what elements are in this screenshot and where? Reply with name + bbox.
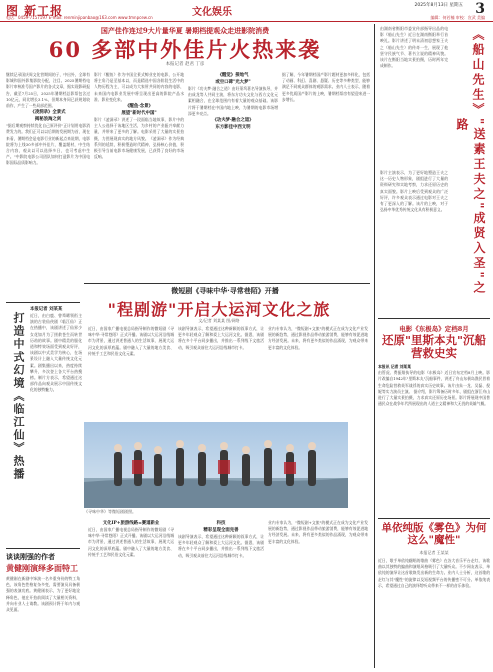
lead-headline: 60 多部中外佳片火热来袭 [48, 37, 322, 62]
right-body-2: 影片主演表示，为了更好地塑造王夫之这一历史人物形象，剧组进行了大量的资料研究和实地考察，力求还原历史的真实面貌。影片上映后受到观众的广泛好评，许多观众表示通过电影对王夫之有了更深入的了解。该片的上映，对于弘扬中华优秀传统文化具有积极意义。 [380, 170, 448, 213]
feature-byline: 文/记者 刘某某 图/网络 [198, 318, 240, 323]
feature-body-2-repeat: 该剧导演表示，希望通过这种新颖的叙事方式，让更多年轻观众了解和爱上大运河文化。据悉，该剧将在多个平台同步播出，并推出一系列线下文旅活动，吸引观众前往大运河沿线城市打卡。 [178, 534, 264, 558]
right-headline: 还原"里斯本丸"沉船营救史实 [382, 333, 486, 360]
left-body: 近日，由白鹿、曾舜晞领衔主演的古装仙侠剧《临江仙》正在热播中，该剧讲述了仙界少女花如月为了拯救苍生而转世历劫的故事。剧中精美的服化道和特效场面受到观众好评，该剧以中式美学为核心，在场景设计上融入大量传统文化元素。剧集播出以来，热度持续攀升，多次登上各大平台热搜榜。制片方表示，希望通过这部作品向观众展示中国传统文化的独特魅力。 [30, 313, 82, 393]
feature-subhead-3: 精彩呈现全面完善 [203, 528, 239, 533]
left-headline-2: 黄健刚演绎多面特工 [6, 563, 78, 573]
left-vertical-title: 打造中式幻境《临江仙》热播 [12, 312, 25, 481]
feature-kicker: 微短剧《寻味中华·寻常巷陌》开播 [171, 286, 279, 295]
lead-subhead-8: 东方影佳中西文明 [215, 125, 251, 131]
feature-subhead-1: 文化IP+旅游线路=赛道新业 [102, 521, 160, 526]
feature-photo [84, 422, 348, 508]
lead-subhead-3: 《醒鱼·念景》 [125, 104, 153, 110]
lead-column-2 [94, 72, 184, 282]
editor-credits: 编辑：何若楠 审校：宣武 美编 [430, 15, 485, 20]
lead-body-2: "据后期观察持续优化自己原评价"正计划用电影消费发力的。我们正可以以后期的发展期为首，现在来看，暑期档会是电影行业的新起点来说期，电影院将为上线30多部中外佳片，覆盖题材，中生结合内容，观众以可以选择多日，也可考虑中生产。"中影院电影公司团队如何打造影片为中国电影国际品质影响力。 [6, 123, 90, 166]
right-body-3-block [378, 364, 490, 514]
right-body-5: 近日，歌手单依纯翻唱的歌曲《雾色》在各大音乐平台走红，该歌曲以其独特的编曲和演唱风格吸引了大量听众。不少网友表示，单依纯的演绎让这首歌焕发出新的生命力。业内人士分析，这首歌的走红与其"魔性"的旋律以及短视频平台的传播密不可分。单依纯表示，希望通过自己的演绎给听众带来不一样的音乐体验。 [378, 558, 490, 588]
feature-lower-column-1 [88, 520, 174, 668]
feature-subhead-2: 科技 [216, 521, 226, 526]
masthead [0, 0, 493, 22]
right-body-2-block [380, 170, 448, 308]
left-byline: 本报记者 刘某某 [30, 307, 63, 312]
newspaper-logo: 图 新工报 [6, 4, 64, 18]
feature-lower-column-2 [178, 520, 264, 668]
lead-body-1: 继续记录国庆周文化营期间的子，中出外，全球有影城和国外影集影院分配，注目。2025暑期档电影片审核准号国产影片的各式文章，据实现影研报告，截至7月25日，2025年暑期档总影票包含过10亿元，同比增长3.1%，但期本身同已获规划较前作，产生了一些局部范围。 [6, 72, 90, 109]
contact-line: 电话：0459-7157197 E-mail: renminjipanbao@163.com www.tmnpcew.cn [6, 15, 153, 20]
lead-body-6: 据了解，今年暑期档国产影片题材更加多样化，包括了动画、科幻、喜剧、悬疑、历史等多种类型，能够满足不同观众群体的观影需求。业内人士表示，随着更多优质国产影片的上映，暑期档票房有望迎来进一步增长。 [282, 72, 370, 102]
page-number: 3 [475, 1, 485, 17]
lead-subhead-2: 揭秘浪淘之剑 [34, 117, 62, 123]
lead-kicker: 国产佳作连过9大片量华夏 暑期档提观众走进影院消费 [100, 26, 270, 35]
divider-left-lower [6, 548, 80, 549]
lead-body-3: 影片《醒鱼》作为中国全景式鲸业史的电影，公开地将主角乃是至基本以，而是精选中国各阶段生活中的人物历程为主，可以成为大家所共同的内容的电影，未来国内电影业发展中将呈现出更高的影院产品水准、影业变化来。 [94, 72, 184, 102]
lead-body-5: 影片《功夫梦·融合之道》由好莱坞著名导演执导，并由成龙等人共同主演，将东方功夫文化与西方文化元素相融合，在全球范围内有着大量的观众基础。该影片将于暑期档在中国内地上映，为暑期的电影市场增添更多亮点。 [188, 86, 278, 116]
feature-body-3: 业内专家认为，"微短剧+文旅"的模式正在成为文化产业发展的新趋势，通过影视作品带动旅游消费，能够有效促进地方经济发展。未来，将有更多类似的作品涌现，为观众带来更丰富的文化体验。 [268, 326, 368, 350]
right-body-4: 据介绍，影片筹备历时多年，剧组在浙江舟山进行了大量实景拍摄，力求真实还原历史场景。影片将展现中国普通民众在战争年代所展现出的人道主义精神和大无畏的英雄气概。 [378, 388, 490, 407]
right-body-1: 由湖南省衡阳市委宣传部指导出品的电影《船山先生》近日在湖南衡阳举行首映礼。影片讲述了明末清初思想家王夫之（船山先生）的传奇一生，展现了他坚守民族气节、著书立说的精神风貌。该片在衡阳当地实景拍摄，历时两年完成制作。 [380, 26, 448, 69]
right-headline-2: 单依纯版《雾色》为何这么"魔性" [381, 522, 487, 546]
left-column-body [30, 306, 82, 546]
lead-byline: 本报记者 赵君 丁彦 [165, 62, 205, 67]
lead-subhead-5: 《醒觉》接地气 [217, 73, 249, 78]
left-body-2-block [6, 576, 80, 668]
left-body-2: 黄健刚在新剧中饰演一名多重身份的特工角色，该角色性格复杂多变，需要演员具备极强的表演功底。黄健刚表示，为了更好地诠释角色，他在开拍前阅读了大量相关资料，并向专业人士请教。该剧预计将于年内与观众见面。 [6, 576, 80, 613]
right-body-5-block [378, 558, 490, 668]
section-title: 文化娱乐 [192, 7, 232, 18]
left-subtitle: 谈谈刚强的作者 [6, 552, 55, 561]
right-body-1-block [380, 26, 448, 166]
feature-column-1 [88, 326, 174, 420]
right-vertical-title-2: "送素王夫之"成贤入圣"之路 [455, 118, 486, 296]
right-vertical-title-1: 《船山先生》 [471, 28, 485, 118]
feature-body-1: 近日，由国家广播电视总局指导制作的微短剧《寻味中华·寻常巷陌》正式开播。该剧以大运河沿线城市为背景，通过讲述普通人的生活故事，展现大运河文化的深厚底蕴。剧中融入了大量的地方美食、传统手工艺和民俗文化元素。 [88, 326, 174, 356]
feature-lower-column-3 [268, 520, 368, 668]
divider-right-1 [378, 318, 490, 319]
lead-subhead-7: 《功夫梦·融合之道》 [212, 118, 254, 124]
feature-column-2 [178, 326, 264, 420]
divider-horizontal [84, 283, 370, 284]
right-kicker: 电影《东极岛》定档8月 [399, 325, 469, 333]
issue-date: 2025年8月13日 星期五 [414, 3, 463, 8]
divider-right-2 [378, 518, 490, 519]
lead-column-1 [6, 72, 90, 300]
lead-body-4: 影片《凌洞录》讲述了一段面临当地故事，影片中的主人公选择于该地区生活，为乡村的产业振兴奉献力量，并带来了更多的了解。电影采用了大量的实景拍摄，力图展现真实的地方风貌。《凌洞录》作为经典系列的延续，积极塑造时代精神，弘扬核心价值，积极引导当前电影市场健康发展，已获得了良好的市场反响。 [94, 117, 184, 160]
divider-right-column [374, 24, 375, 668]
lead-column-4 [282, 72, 370, 282]
feature-body-1-repeat: 近日，由国家广播电视总局指导制作的微短剧《寻味中华·寻常巷陌》正式开播。该剧以大运河沿线城市为背景，通过讲述普通人的生活故事，展现大运河文化的深厚底蕴。剧中融入了大量的地方美食、传统手工艺和民俗文化元素。 [88, 527, 174, 557]
right-byline: 本报讯 记者 刘某某 [378, 364, 412, 369]
right-byline-2: 本报记者 王某某 [419, 550, 449, 555]
feature-headline: "程剧游"开启大运河文化之旅 [107, 300, 331, 319]
lead-subhead-6: 或空口碑"光大梦" [215, 80, 251, 85]
right-feature [378, 26, 490, 311]
feature-photo-image [84, 422, 348, 508]
lead-column-3 [188, 72, 278, 282]
lead-subhead-4: 展望"新时代中国" [121, 111, 157, 117]
feature-body-2: 该剧导演表示，希望通过这种新颖的叙事方式，让更多年轻观众了解和爱上大运河文化。据悉，该剧将在多个平台同步播出，并推出一系列线下文旅活动，吸引观众前往大运河沿线城市打卡。 [178, 326, 264, 350]
right-body-3: 由管虎、费振翔执导的电影《东极岛》近日宣布定档8月上映。影片改编自1942年"里斯本丸"沉船事件，讲述了舟山东极岛渔民冒着生命危险营救英军战俘的真实历史故事。该片由朱一龙、吴磊、倪妮等实力演员主演。 [378, 370, 490, 394]
feature-column-3 [268, 326, 368, 420]
lead-subhead-1: 《凌洞录》全景式 [30, 110, 66, 116]
photo-caption: 《寻味中华》等微短剧剧照。 [84, 509, 136, 514]
divider-left-column [6, 302, 80, 303]
feature-body-3-repeat: 业内专家认为，"微短剧+文旅"的模式正在成为文化产业发展的新趋势，通过影视作品带动旅游消费，能够有效促进地方经济发展。未来，将有更多类似的作品涌现，为观众带来更丰富的文化体验。 [268, 520, 368, 544]
